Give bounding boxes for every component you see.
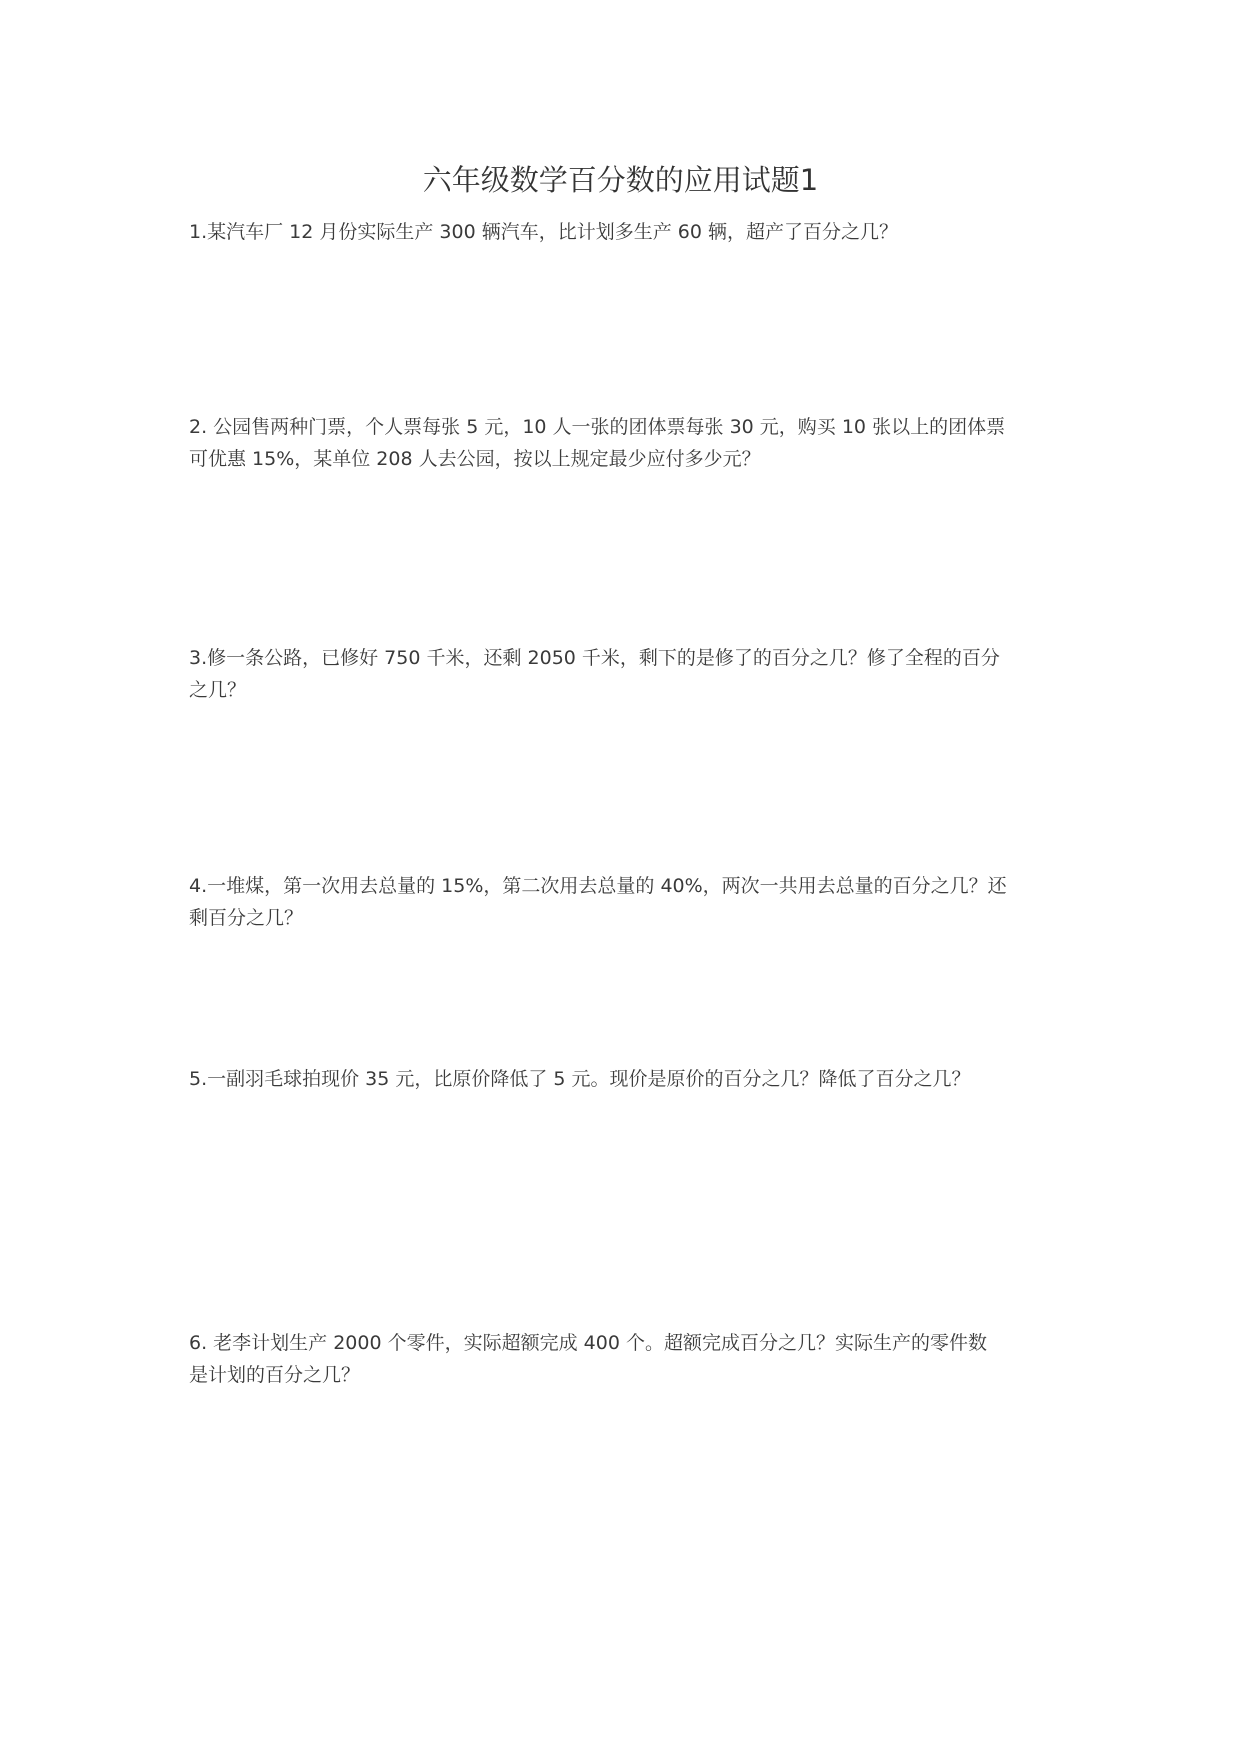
question-2-line-2: 可优惠 15%，某单位 208 人去公园，按以上规定最少应付多少元？ [189, 448, 761, 470]
question-2 [189, 411, 1059, 475]
question-4-line-2: 剩百分之几？ [189, 907, 304, 929]
question-6-line-2: 是计划的百分之几？ [189, 1364, 361, 1386]
question-5 [189, 1063, 1059, 1095]
page-title: 六年级数学百分数的应用试题1 [422, 163, 819, 197]
question-1-line-1: 1.某汽车厂 12 月份实际生产 300 辆汽车，比计划多生产 60 辆，超产了百分之几？ [189, 221, 898, 243]
question-3-line-1: 3.修一条公路，已修好 750 千米，还剩 2050 千米，剩下的是修了的百分之几？修了全程的百分 [189, 647, 1000, 669]
question-4 [189, 870, 1059, 934]
question-3 [189, 642, 1059, 706]
question-6-line-1: 6. 老李计划生产 2000 个零件，实际超额完成 400 个。超额完成百分之几？实际生产的零件数 [189, 1332, 987, 1354]
question-5-line-1: 5.一副羽毛球拍现价 35 元，比原价降低了 5 元。现价是原价的百分之几？降低了百分之几？ [189, 1068, 971, 1090]
question-2-line-1: 2. 公园售两种门票，个人票每张 5 元，10 人一张的团体票每张 30 元，购买 10 张以上的团体票 [189, 416, 1006, 438]
question-3-line-2: 之几？ [189, 679, 247, 701]
question-1 [189, 216, 1059, 248]
question-6 [189, 1327, 1059, 1391]
question-4-line-1: 4.一堆煤，第一次用去总量的 15%，第二次用去总量的 40%，两次一共用去总量的百分之几？还 [189, 875, 1007, 897]
